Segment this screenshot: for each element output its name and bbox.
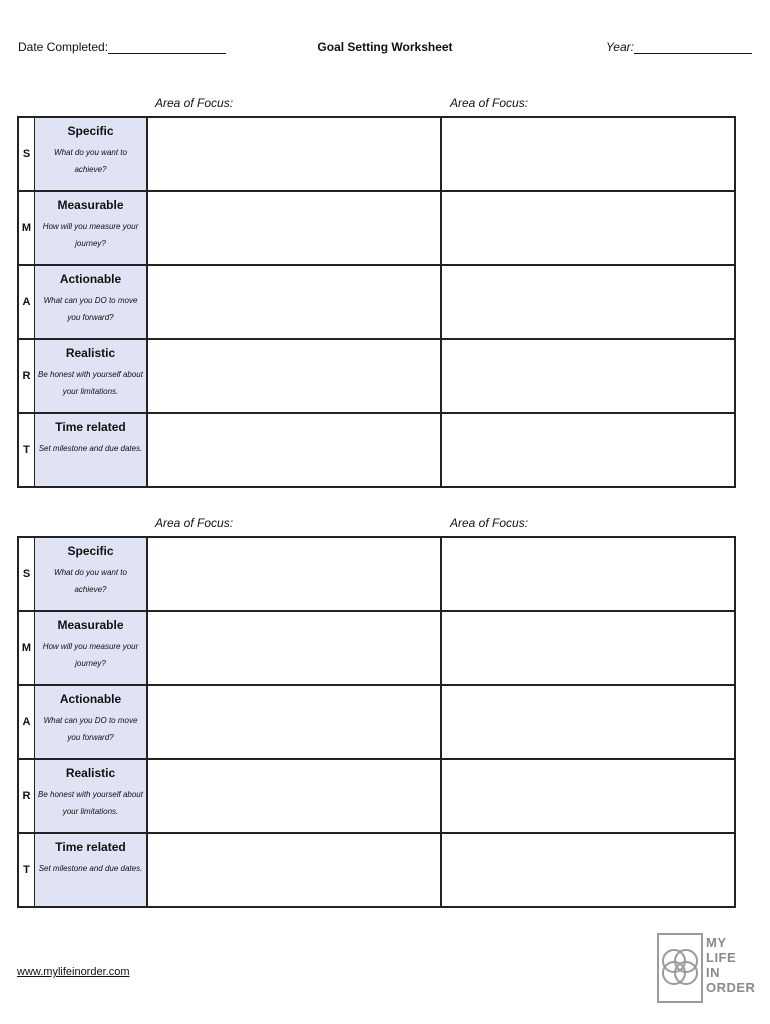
goal-entry-cell[interactable] — [148, 266, 442, 338]
website-link[interactable]: www.mylifeinorder.com — [17, 966, 130, 978]
smart-criterion-prompt: What do you want to achieve? — [54, 148, 127, 174]
smart-criterion-title: Specific — [67, 544, 114, 558]
smart-criterion-prompt: What can you DO to move you forward? — [43, 716, 138, 742]
worksheet-header — [18, 40, 752, 60]
smart-criterion-title: Realistic — [65, 766, 116, 780]
smart-row-time-related — [19, 414, 734, 486]
smart-row-time-related — [19, 834, 734, 906]
goal-entry-cell[interactable] — [442, 414, 734, 486]
smart-letter: T — [19, 834, 35, 906]
area-of-focus-label: Area of Focus: — [155, 516, 234, 530]
year-label: Year: — [605, 40, 634, 54]
smart-criterion-title: Time related — [55, 420, 126, 434]
smart-label-cell — [35, 834, 148, 906]
goal-entry-cell[interactable] — [442, 686, 734, 758]
smart-criterion-title: Actionable — [59, 272, 122, 286]
worksheet-title: Goal Setting Worksheet — [317, 40, 453, 54]
my-life-in-order-logo — [657, 933, 756, 1005]
goal-entry-cell[interactable] — [442, 760, 734, 832]
goal-entry-cell[interactable] — [442, 266, 734, 338]
smart-row-realistic — [19, 760, 734, 834]
smart-criterion-title: Measurable — [57, 198, 124, 212]
date-completed-label: Date Completed: — [18, 40, 109, 54]
logo-line: IN — [706, 965, 720, 980]
smart-goal-grid-1 — [17, 116, 736, 488]
smart-criterion-prompt: Set milestone and due dates. — [38, 444, 143, 453]
smart-letter: M — [19, 192, 35, 264]
smart-letter: M — [19, 612, 35, 684]
area-of-focus-label: Area of Focus: — [450, 96, 529, 110]
smart-criterion-prompt: Be honest with yourself about your limitations. — [38, 790, 143, 816]
smart-row-realistic — [19, 340, 734, 414]
smart-row-actionable — [19, 266, 734, 340]
smart-letter: R — [19, 340, 35, 412]
smart-letter: T — [19, 414, 35, 486]
smart-criterion-title: Specific — [67, 124, 114, 138]
goal-entry-cell[interactable] — [148, 340, 442, 412]
smart-criterion-prompt: Be honest with yourself about your limitations. — [38, 370, 143, 396]
smart-criterion-prompt: What do you want to achieve? — [54, 568, 127, 594]
area-of-focus-row-1 — [0, 96, 770, 112]
area-of-focus-label: Area of Focus: — [155, 96, 234, 110]
goal-entry-cell[interactable] — [148, 118, 442, 190]
smart-label-cell — [35, 266, 148, 338]
goal-entry-cell[interactable] — [442, 192, 734, 264]
goal-entry-cell[interactable] — [442, 612, 734, 684]
smart-goal-grid-2 — [17, 536, 736, 908]
smart-row-actionable — [19, 686, 734, 760]
smart-letter: A — [19, 686, 35, 758]
smart-letter: R — [19, 760, 35, 832]
year-blank-line — [634, 41, 752, 54]
goal-entry-cell[interactable] — [442, 834, 734, 906]
smart-label-cell — [35, 340, 148, 412]
logo-line: ORDER — [706, 980, 756, 995]
logo-line: MY — [706, 935, 727, 950]
goal-entry-cell[interactable] — [148, 192, 442, 264]
goal-entry-cell[interactable] — [148, 414, 442, 486]
smart-label-cell — [35, 118, 148, 190]
smart-criterion-prompt: Set milestone and due dates. — [38, 864, 143, 873]
smart-row-measurable — [19, 612, 734, 686]
smart-criterion-title: Time related — [55, 840, 126, 854]
smart-label-cell — [35, 760, 148, 832]
logo-wordmark — [706, 935, 755, 995]
smart-label-cell — [35, 192, 148, 264]
area-of-focus-row-2 — [0, 516, 770, 532]
goal-entry-cell[interactable] — [442, 340, 734, 412]
logo-line: LIFE — [706, 950, 737, 965]
goal-entry-cell[interactable] — [148, 612, 442, 684]
smart-criterion-prompt: How will you measure your journey? — [42, 642, 139, 668]
smart-label-cell — [35, 686, 148, 758]
smart-criterion-title: Realistic — [65, 346, 116, 360]
logo-circles-icon — [657, 933, 703, 1003]
smart-criterion-prompt: How will you measure your journey? — [42, 222, 139, 248]
smart-criterion-prompt: What can you DO to move you forward? — [43, 296, 138, 322]
smart-label-cell — [35, 414, 148, 486]
smart-letter: S — [19, 118, 35, 190]
smart-row-measurable — [19, 192, 734, 266]
goal-entry-cell[interactable] — [148, 686, 442, 758]
area-of-focus-label: Area of Focus: — [450, 516, 529, 530]
goal-entry-cell[interactable] — [148, 760, 442, 832]
goal-entry-cell[interactable] — [148, 834, 442, 906]
smart-label-cell — [35, 538, 148, 610]
smart-label-cell — [35, 612, 148, 684]
goal-entry-cell[interactable] — [442, 538, 734, 610]
smart-row-specific — [19, 538, 734, 612]
goal-entry-cell[interactable] — [442, 118, 734, 190]
smart-criterion-title: Measurable — [57, 618, 124, 632]
smart-letter: A — [19, 266, 35, 338]
smart-row-specific — [19, 118, 734, 192]
smart-criterion-title: Actionable — [59, 692, 122, 706]
smart-letter: S — [19, 538, 35, 610]
year-field[interactable] — [606, 40, 752, 54]
goal-entry-cell[interactable] — [148, 538, 442, 610]
